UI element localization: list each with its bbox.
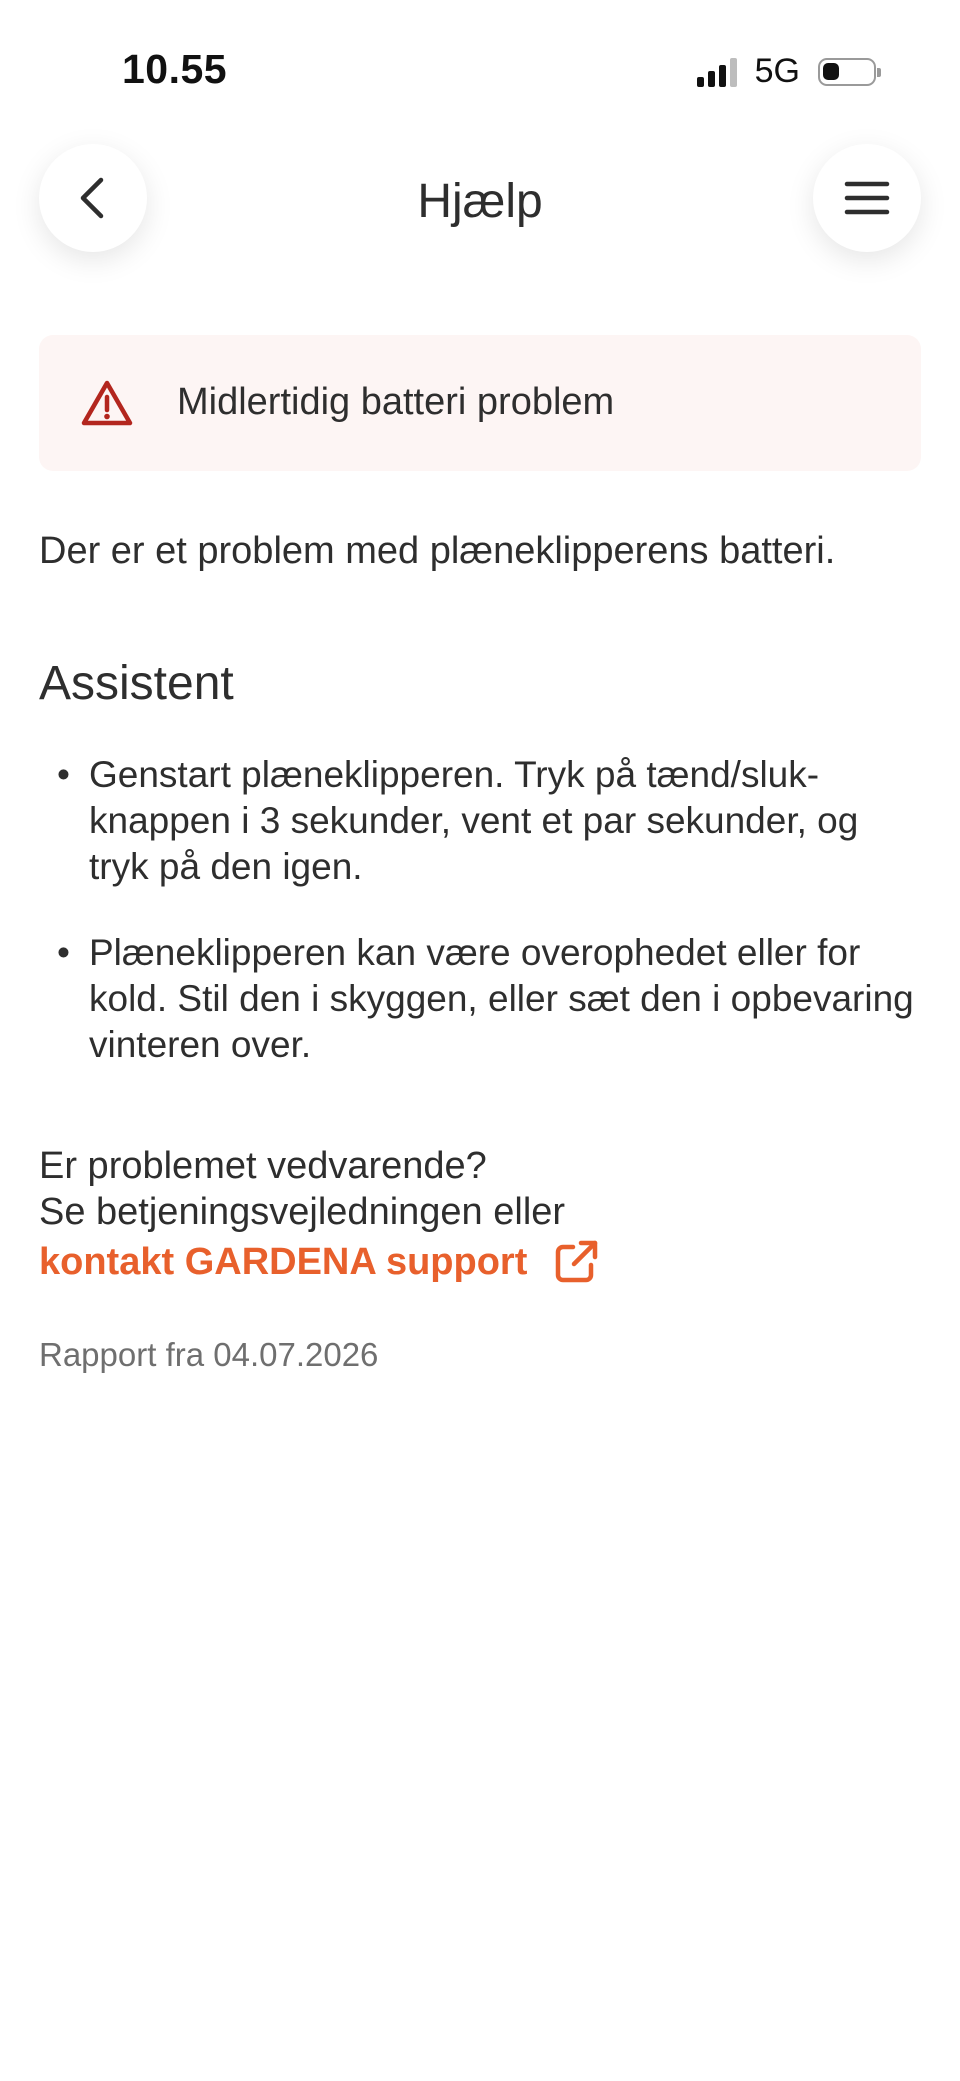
report-date: Rapport fra 04.07.2026 [39, 1336, 379, 1373]
status-bar [0, 0, 960, 140]
persistence-block [39, 1143, 599, 1285]
manual-text: Se betjeningsvejledningen eller [39, 1191, 566, 1233]
alert-banner [39, 335, 921, 471]
support-link-label: kontakt GARDENA support [39, 1241, 528, 1283]
alert-text: Midlertidig batteri problem [177, 381, 615, 423]
hamburger-menu-icon [843, 178, 891, 218]
problem-description: Der er et problem med plæneklipperens batteri. [39, 530, 836, 572]
signal-bars-icon [697, 57, 737, 87]
battery-level [823, 63, 839, 80]
list-item: • Genstart plæneklipperen. Tryk på tænd/sluk-knappen i 3 sekunder, vent et par sekunder, og tryk på den igen. [39, 752, 919, 890]
battery-icon [818, 58, 876, 86]
warning-triangle-icon [81, 379, 133, 427]
external-link-icon [553, 1239, 599, 1285]
persistence-question: Er problemet vedvarende? [39, 1145, 487, 1187]
network-label: 5G [754, 52, 800, 90]
support-link[interactable] [39, 1239, 599, 1285]
page-title: Hjælp [417, 175, 543, 228]
status-indicators [697, 52, 876, 91]
list-item: • Plæneklipperen kan være overophedet eller for kold. Stil den i skyggen, eller sæt den i opbevaring vinteren over. [39, 930, 919, 1068]
assistant-heading: Assistent [39, 657, 234, 710]
status-time: 10.55 [122, 46, 228, 92]
menu-button[interactable] [813, 144, 921, 252]
assistant-steps [39, 752, 919, 1108]
